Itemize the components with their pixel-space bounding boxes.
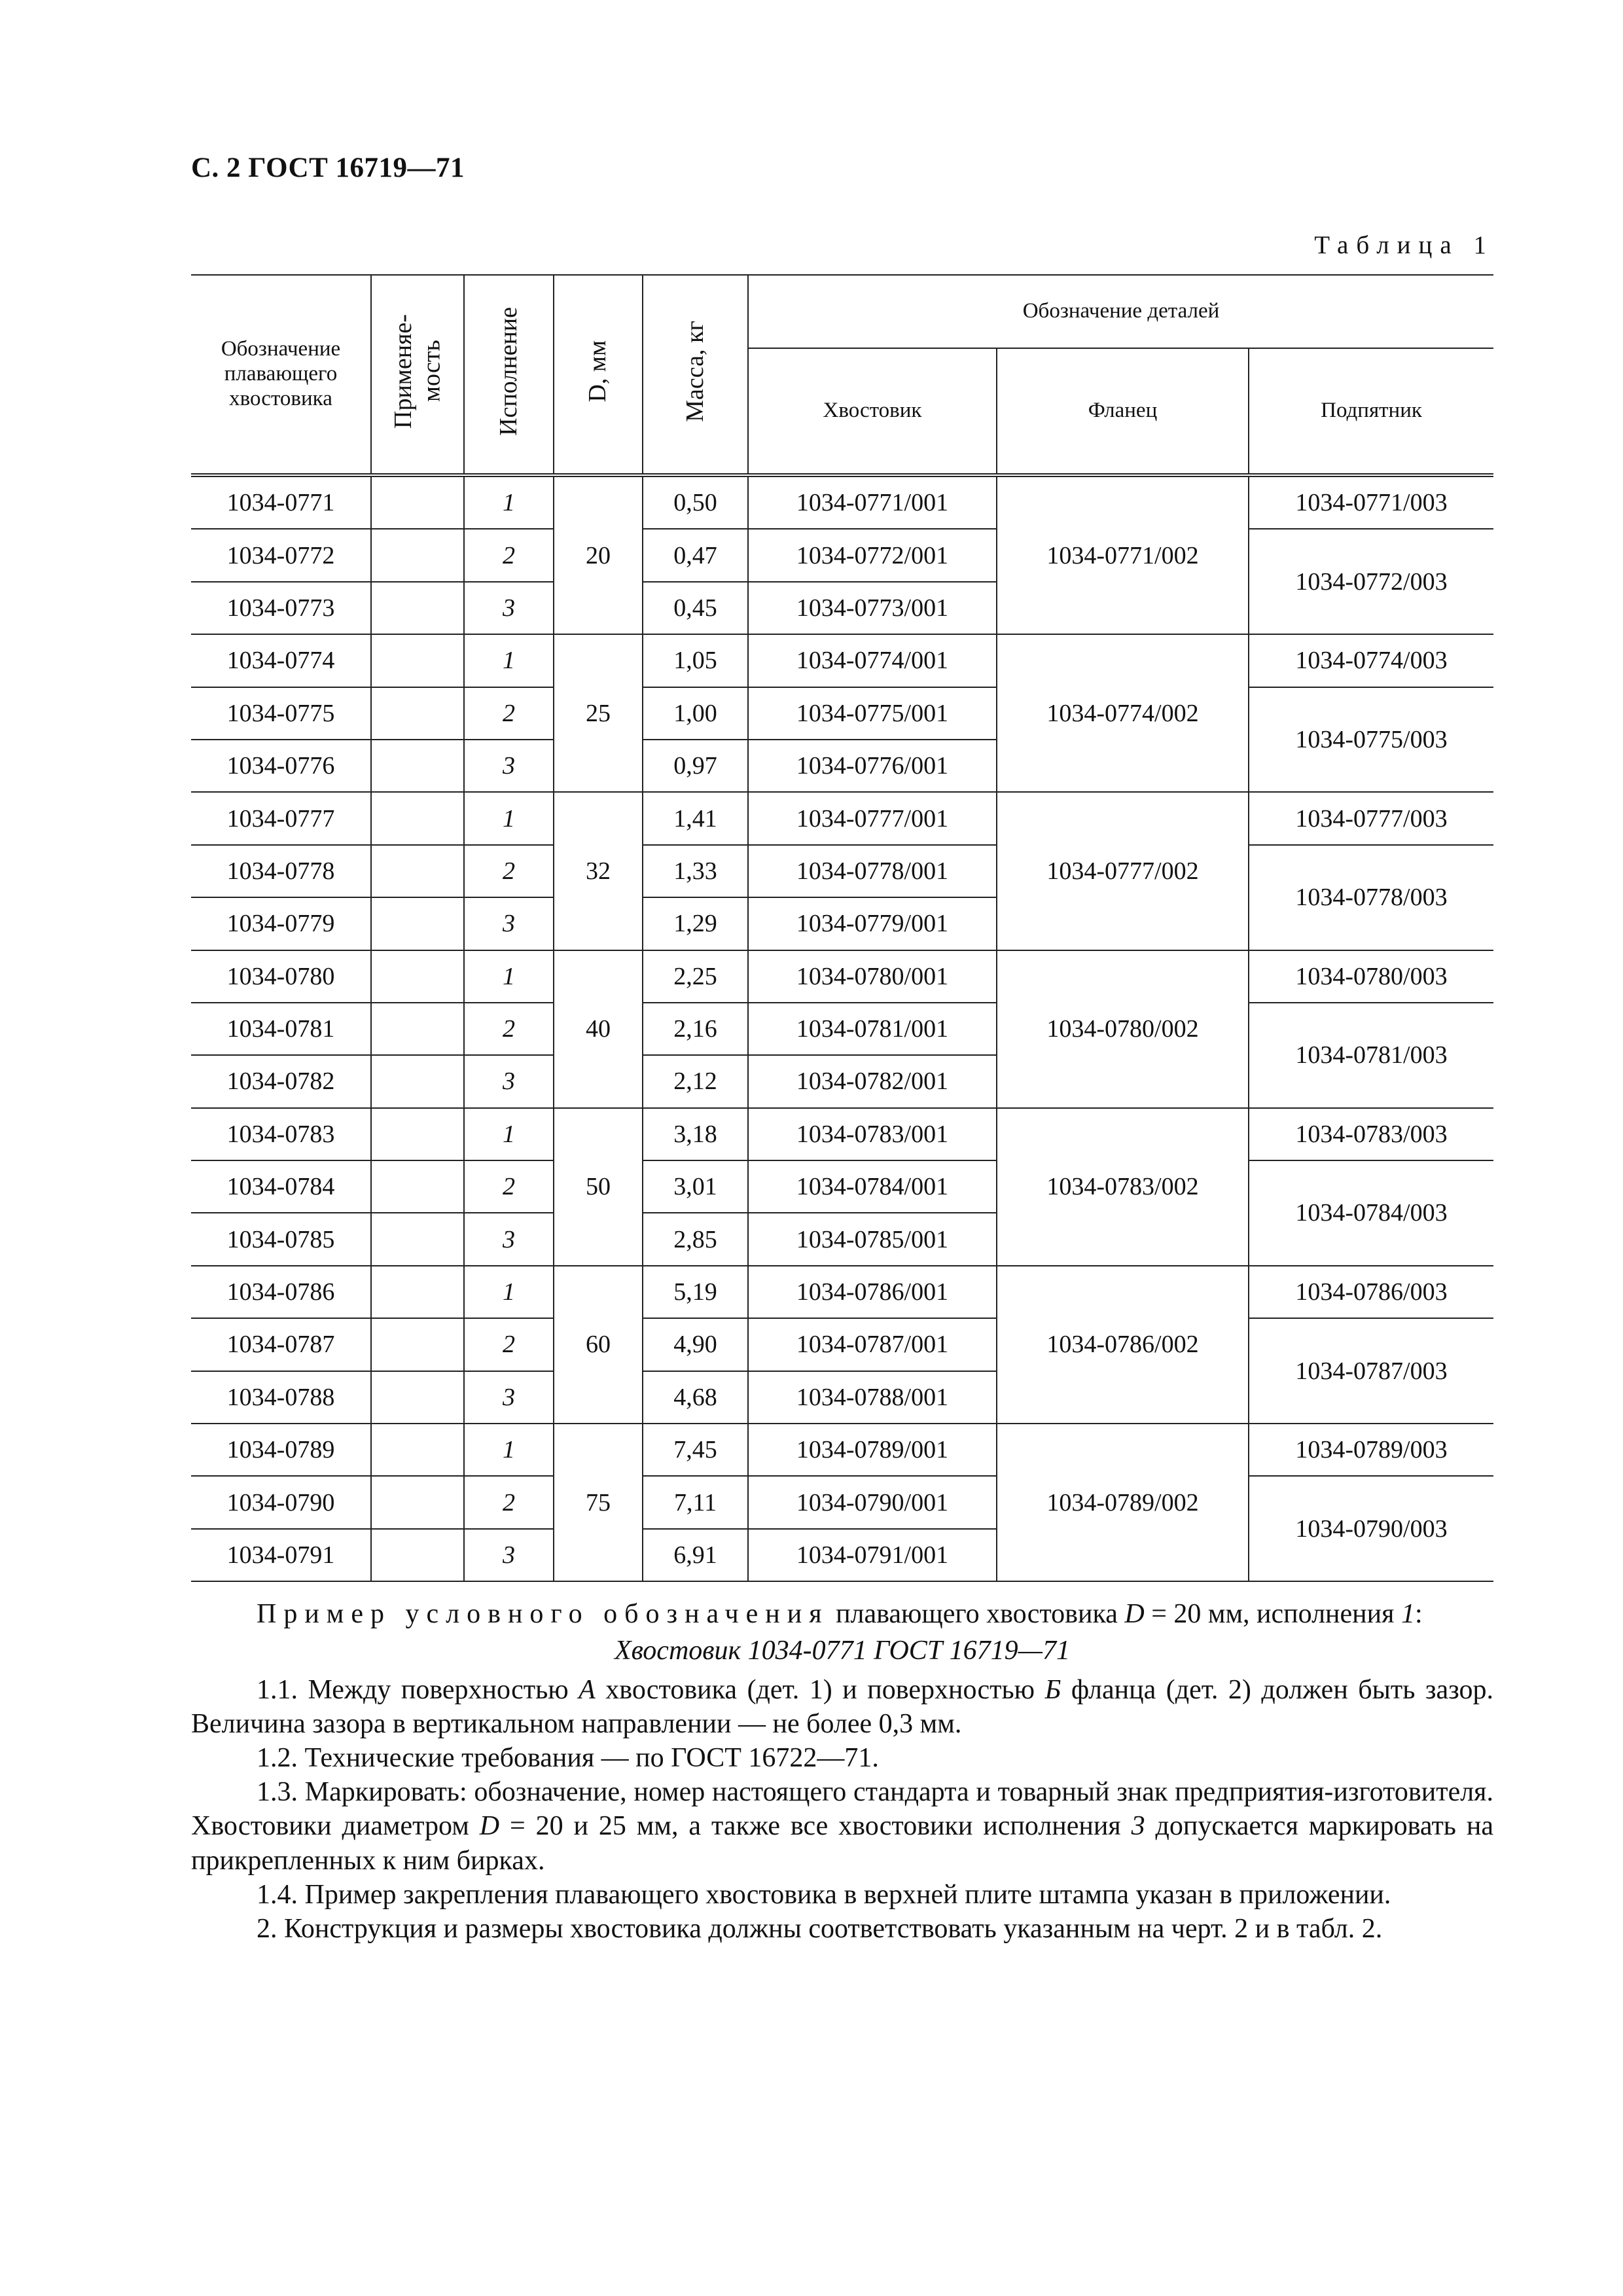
cell-flange: 1034-0789/002 (997, 1424, 1249, 1581)
cell-designation: 1034-0788 (191, 1371, 371, 1424)
cell-designation: 1034-0786 (191, 1266, 371, 1318)
cell-diameter: 25 (554, 634, 643, 792)
cell-mass: 1,41 (643, 792, 748, 844)
cell-mass: 2,85 (643, 1213, 748, 1265)
header-applicability-text: Применяе-мость (389, 314, 446, 429)
clause-1-1-var-b: Б (1044, 1675, 1061, 1706)
cell-flange: 1034-0780/002 (997, 950, 1249, 1108)
cell-applicability (371, 792, 464, 844)
cell-applicability (371, 582, 464, 634)
table-body (191, 475, 1493, 1581)
cell-thrust-bearing: 1034-0789/003 (1249, 1424, 1493, 1476)
cell-designation: 1034-0775 (191, 687, 371, 740)
cell-shank: 1034-0791/001 (748, 1529, 997, 1581)
cell-mass: 3,18 (643, 1108, 748, 1160)
cell-shank: 1034-0771/001 (748, 475, 997, 529)
table-row (191, 792, 1493, 844)
clause-1-2: 1.2. Технические требования — по ГОСТ 16722—71. (257, 1743, 879, 1774)
cell-diameter: 50 (554, 1108, 643, 1266)
cell-flange: 1034-0783/002 (997, 1108, 1249, 1266)
header-details (748, 275, 1493, 348)
cell-thrust-bearing: 1034-0790/003 (1249, 1476, 1493, 1581)
table-caption: Таблица 1 (1314, 231, 1494, 259)
cell-thrust-bearing: 1034-0777/003 (1249, 792, 1493, 844)
example-version: 1 (1400, 1599, 1415, 1629)
cell-version: 1 (464, 1266, 554, 1318)
cell-applicability (371, 1371, 464, 1424)
example-value: = 20 мм, исполнения (1144, 1599, 1401, 1629)
cell-shank: 1034-0789/001 (748, 1424, 997, 1476)
table-row (191, 475, 1493, 529)
cell-mass: 1,29 (643, 897, 748, 950)
cell-shank: 1034-0790/001 (748, 1476, 997, 1528)
cell-version: 3 (464, 1529, 554, 1581)
cell-shank: 1034-0786/001 (748, 1266, 997, 1318)
table-row (191, 1424, 1493, 1476)
cell-shank: 1034-0777/001 (748, 792, 997, 844)
cell-designation: 1034-0781 (191, 1003, 371, 1055)
table-row (191, 1160, 1493, 1213)
cell-version: 2 (464, 1160, 554, 1213)
cell-mass: 0,50 (643, 475, 748, 529)
cell-applicability (371, 1476, 464, 1528)
table-row (191, 1108, 1493, 1160)
cell-thrust-bearing: 1034-0774/003 (1249, 634, 1493, 687)
cell-version: 3 (464, 1055, 554, 1107)
cell-diameter: 20 (554, 475, 643, 634)
cell-applicability (371, 1318, 464, 1371)
cell-shank: 1034-0785/001 (748, 1213, 997, 1265)
cell-version: 1 (464, 792, 554, 844)
cell-mass: 0,97 (643, 740, 748, 792)
header-version (464, 275, 554, 475)
cell-version: 2 (464, 845, 554, 897)
cell-version: 1 (464, 475, 554, 529)
text-block (191, 1597, 1493, 1946)
cell-shank: 1034-0784/001 (748, 1160, 997, 1213)
cell-designation: 1034-0789 (191, 1424, 371, 1476)
cell-mass: 2,16 (643, 1003, 748, 1055)
cell-version: 1 (464, 634, 554, 687)
cell-applicability (371, 1266, 464, 1318)
cell-shank: 1034-0778/001 (748, 845, 997, 897)
cell-applicability (371, 687, 464, 740)
header-shank (748, 348, 997, 475)
header-shank-text: Хвостовик (823, 399, 922, 423)
cell-designation: 1034-0779 (191, 897, 371, 950)
header-applicability (371, 275, 464, 475)
cell-designation: 1034-0791 (191, 1529, 371, 1581)
cell-thrust-bearing: 1034-0780/003 (1249, 950, 1493, 1003)
cell-mass: 2,25 (643, 950, 748, 1003)
cell-shank: 1034-0787/001 (748, 1318, 997, 1371)
cell-diameter: 32 (554, 792, 643, 950)
cell-version: 2 (464, 1318, 554, 1371)
cell-designation: 1034-0787 (191, 1318, 371, 1371)
cell-shank: 1034-0775/001 (748, 687, 997, 740)
cell-thrust-bearing: 1034-0775/003 (1249, 687, 1493, 793)
cell-designation: 1034-0782 (191, 1055, 371, 1107)
clause-1-3-c: допускается маркировать на прикрепленных к ним бирках. (191, 1811, 1493, 1876)
table-row (191, 1003, 1493, 1055)
cell-designation: 1034-0778 (191, 845, 371, 897)
clause-1-3-a: 1.3. Маркировать: обозначение, номер настоящего стандарта и товарный знак предприятия-изготовителя. Хвостовики диаметром (191, 1777, 1493, 1842)
cell-mass: 7,45 (643, 1424, 748, 1476)
cell-designation: 1034-0772 (191, 529, 371, 581)
cell-applicability (371, 1003, 464, 1055)
cell-thrust-bearing: 1034-0772/003 (1249, 529, 1493, 634)
header-diameter (554, 275, 643, 475)
cell-mass: 5,19 (643, 1266, 748, 1318)
table-row (191, 634, 1493, 687)
cell-version: 3 (464, 582, 554, 634)
cell-flange: 1034-0786/002 (997, 1266, 1249, 1424)
header-designation-text: Обозначение плавающего хвостовика (221, 337, 341, 410)
clause-1-3-version: 3 (1131, 1811, 1145, 1842)
clause-1-4: 1.4. Пример закрепления плавающего хвостовика в верхней плите штампа указан в приложении. (257, 1879, 1391, 1910)
cell-thrust-bearing: 1034-0786/003 (1249, 1266, 1493, 1318)
cell-flange: 1034-0771/002 (997, 475, 1249, 634)
cell-shank: 1034-0776/001 (748, 740, 997, 792)
cell-designation: 1034-0790 (191, 1476, 371, 1528)
cell-shank: 1034-0779/001 (748, 897, 997, 950)
cell-applicability (371, 950, 464, 1003)
example-paragraph (191, 1597, 1493, 1631)
cell-version: 2 (464, 1476, 554, 1528)
cell-applicability (371, 1529, 464, 1581)
cell-shank: 1034-0773/001 (748, 582, 997, 634)
header-thrust-bearing (1249, 348, 1493, 475)
cell-mass: 7,11 (643, 1476, 748, 1528)
cell-version: 3 (464, 897, 554, 950)
cell-applicability (371, 740, 464, 792)
cell-designation: 1034-0771 (191, 475, 371, 529)
cell-shank: 1034-0781/001 (748, 1003, 997, 1055)
table-row (191, 950, 1493, 1003)
page-header: С. 2 ГОСТ 16719—71 (191, 152, 465, 183)
cell-designation: 1034-0773 (191, 582, 371, 634)
clause-1-1-b: хвостовика (дет. 1) и поверхностью (595, 1675, 1045, 1706)
cell-applicability (371, 845, 464, 897)
cell-shank: 1034-0782/001 (748, 1055, 997, 1107)
cell-designation: 1034-0785 (191, 1213, 371, 1265)
clause-1-1 (191, 1673, 1493, 1741)
cell-thrust-bearing: 1034-0783/003 (1249, 1108, 1493, 1160)
cell-applicability (371, 475, 464, 529)
cell-applicability (371, 529, 464, 581)
header-details-text: Обозначение деталей (1022, 299, 1220, 323)
clause-1-3 (191, 1775, 1493, 1877)
cell-mass: 2,12 (643, 1055, 748, 1107)
header-flange (997, 348, 1249, 475)
table-row (191, 1266, 1493, 1318)
example-colon: : (1414, 1599, 1423, 1629)
cell-version: 3 (464, 740, 554, 792)
cell-version: 1 (464, 950, 554, 1003)
header-designation (191, 275, 371, 475)
header-thrust-bearing-text: Подпятник (1321, 399, 1422, 423)
header-mass-text: Масса, кг (681, 320, 709, 422)
cell-version: 1 (464, 1108, 554, 1160)
cell-thrust-bearing: 1034-0784/003 (1249, 1160, 1493, 1266)
cell-mass: 1,05 (643, 634, 748, 687)
cell-applicability (371, 1160, 464, 1213)
table-row (191, 845, 1493, 897)
cell-designation: 1034-0780 (191, 950, 371, 1003)
cell-designation: 1034-0784 (191, 1160, 371, 1213)
cell-shank: 1034-0788/001 (748, 1371, 997, 1424)
cell-mass: 1,00 (643, 687, 748, 740)
header-mass (643, 275, 748, 475)
cell-diameter: 75 (554, 1424, 643, 1581)
header-version-text: Исполнение (494, 306, 522, 436)
cell-applicability (371, 1213, 464, 1265)
cell-mass: 4,68 (643, 1371, 748, 1424)
example-lead: Пример условного обозначения (257, 1599, 829, 1629)
cell-thrust-bearing: 1034-0771/003 (1249, 475, 1493, 529)
header-diameter-text: D, мм (584, 340, 612, 403)
cell-mass: 0,47 (643, 529, 748, 581)
cell-mass: 0,45 (643, 582, 748, 634)
cell-shank: 1034-0780/001 (748, 950, 997, 1003)
cell-mass: 1,33 (643, 845, 748, 897)
clause-1-3-b: = 20 и 25 мм, а также все хвостовики исполнения (499, 1811, 1132, 1842)
cell-mass: 6,91 (643, 1529, 748, 1581)
cell-diameter: 40 (554, 950, 643, 1108)
table-row (191, 1476, 1493, 1528)
clause-1-1-var-a: А (579, 1675, 596, 1706)
example-designation: Хвостовик 1034-0771 ГОСТ 16719—71 (614, 1636, 1071, 1666)
cell-mass: 3,01 (643, 1160, 748, 1213)
cell-designation: 1034-0777 (191, 792, 371, 844)
cell-version: 2 (464, 1003, 554, 1055)
table-row (191, 687, 1493, 740)
cell-thrust-bearing: 1034-0781/003 (1249, 1003, 1493, 1108)
example-var: D (1124, 1599, 1145, 1629)
cell-version: 2 (464, 529, 554, 581)
cell-applicability (371, 1055, 464, 1107)
cell-designation: 1034-0774 (191, 634, 371, 687)
cell-thrust-bearing: 1034-0778/003 (1249, 845, 1493, 950)
table-row (191, 1318, 1493, 1371)
example-lead-rest: плавающего хвостовика (829, 1599, 1125, 1629)
cell-designation: 1034-0776 (191, 740, 371, 792)
cell-applicability (371, 897, 464, 950)
cell-thrust-bearing: 1034-0787/003 (1249, 1318, 1493, 1424)
cell-flange: 1034-0774/002 (997, 634, 1249, 792)
cell-shank: 1034-0774/001 (748, 634, 997, 687)
cell-applicability (371, 1108, 464, 1160)
clause-2: 2. Конструкция и размеры хвостовика должны соответствовать указанным на черт. 2 и в табл. 2. (257, 1913, 1383, 1944)
cell-diameter: 60 (554, 1266, 643, 1424)
cell-shank: 1034-0783/001 (748, 1108, 997, 1160)
clause-1-1-a: 1.1. Между поверхностью (257, 1675, 579, 1706)
cell-applicability (371, 634, 464, 687)
cell-version: 1 (464, 1424, 554, 1476)
shank-table (191, 274, 1493, 1582)
table-row (191, 529, 1493, 581)
clause-1-1-c: фланца (дет. 2) должен быть зазор. Величина зазора в вертикальном направлении — не более 0,3 мм. (191, 1675, 1493, 1740)
clause-1-3-var: D (479, 1811, 500, 1842)
cell-designation: 1034-0783 (191, 1108, 371, 1160)
cell-flange: 1034-0777/002 (997, 792, 1249, 950)
cell-shank: 1034-0772/001 (748, 529, 997, 581)
cell-mass: 4,90 (643, 1318, 748, 1371)
cell-version: 2 (464, 687, 554, 740)
header-flange-text: Фланец (1088, 399, 1158, 423)
cell-applicability (371, 1424, 464, 1476)
cell-version: 3 (464, 1213, 554, 1265)
cell-version: 3 (464, 1371, 554, 1424)
